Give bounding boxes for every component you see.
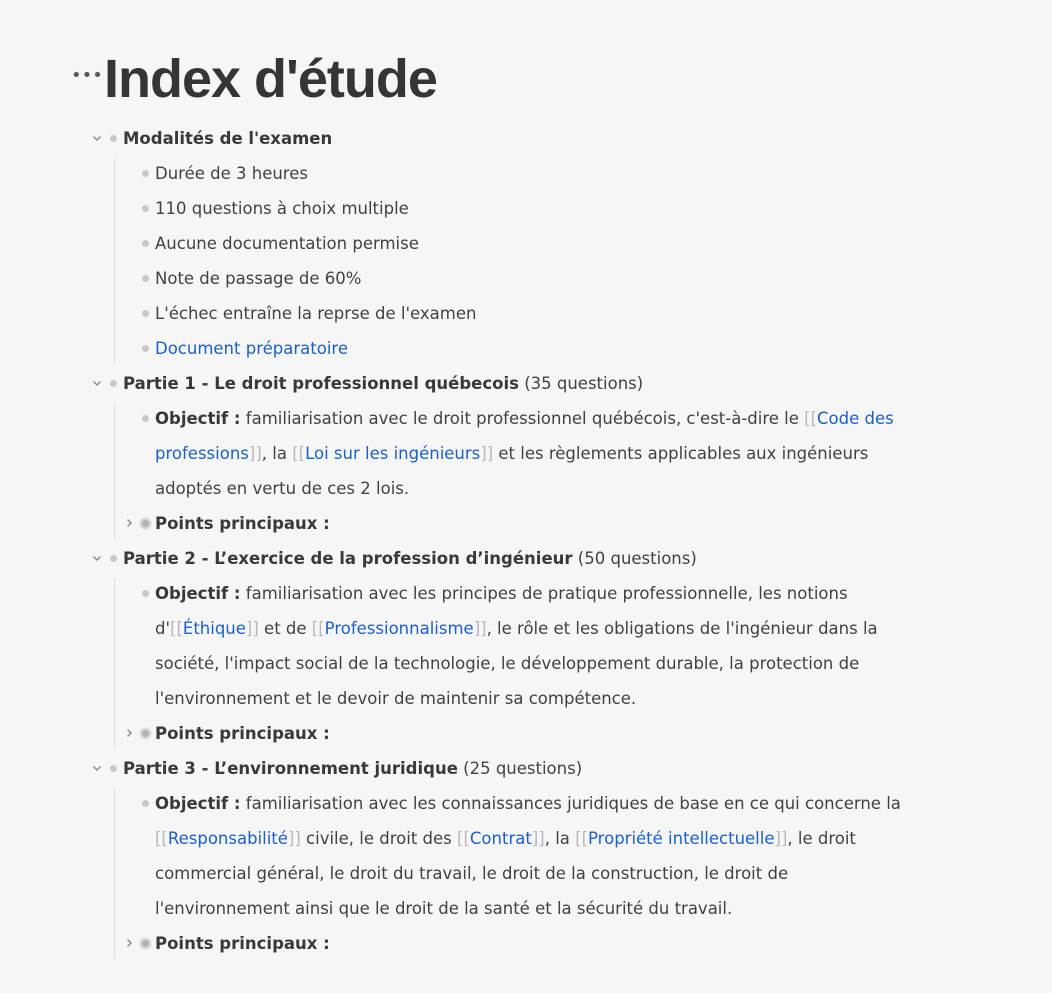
bullet-icon[interactable] [142, 345, 149, 352]
part3-points [0, 926, 1052, 961]
close-brackets: ]] [245, 619, 259, 638]
list-item-text: L'échec entraîne la reprse de l'examen [155, 304, 477, 323]
points-label: Points principaux : [155, 514, 330, 533]
objective-label: Objectif : [155, 794, 241, 813]
list-item [0, 156, 1052, 191]
objective-text: , le droit commercial général, le droit du travail, le droit de la construction, le droit de l'environnement ainsi que le droit de la santé et la sécurité du travail. [155, 829, 856, 918]
link-professionnalisme[interactable]: Professionnalisme [324, 619, 474, 638]
link-contrat[interactable]: Contrat [469, 829, 532, 848]
list-item-text: Note de passage de 60% [155, 269, 362, 288]
chevron-down-icon[interactable] [90, 551, 104, 565]
part3-objective [0, 786, 1052, 926]
objective-label: Objectif : [155, 409, 241, 428]
close-brackets: ]] [531, 829, 545, 848]
objective-text: et de [258, 619, 312, 638]
bullet-icon[interactable] [142, 590, 149, 597]
part1-count: (35 questions) [524, 374, 644, 393]
objective-text: , le rôle et les obligations de l'ingénieur dans la société, l'impact social de la technologie, le développement durable, la protection de l'environnement et le devoir de maintenir sa compétence. [155, 619, 878, 708]
chevron-down-icon[interactable] [90, 376, 104, 390]
list-item [0, 226, 1052, 261]
link-responsabilite[interactable]: Responsabilité [167, 829, 288, 848]
outline [0, 121, 1052, 961]
open-brackets: [[ [575, 829, 589, 848]
bullet-icon[interactable] [142, 240, 149, 247]
part1-objective [0, 401, 1052, 506]
block-part2-heading [0, 541, 1052, 576]
close-brackets: ]] [480, 444, 494, 463]
open-brackets: [[ [457, 829, 470, 848]
part3-heading: Partie 3 - L’environnement juridique [123, 759, 458, 778]
open-brackets: [[ [292, 444, 306, 463]
part2-objective [0, 576, 1052, 716]
close-brackets: ]] [473, 619, 487, 638]
bullet-icon[interactable] [142, 800, 149, 807]
block-part1-heading [0, 366, 1052, 401]
part1-points [0, 506, 1052, 541]
bullet-icon[interactable] [110, 765, 117, 772]
chevron-right-icon[interactable] [122, 936, 136, 950]
exam-children [0, 156, 1052, 366]
page-more-icon[interactable]: ••• [71, 65, 103, 86]
list-item [0, 296, 1052, 331]
part3-count: (25 questions) [463, 759, 583, 778]
part2-heading: Partie 2 - L’exercice de la profession d’ingénieur [123, 549, 573, 568]
points-label: Points principaux : [155, 724, 330, 743]
part2-count: (50 questions) [577, 549, 697, 568]
bullet-icon[interactable] [142, 275, 149, 282]
list-item-text: Durée de 3 heures [155, 164, 308, 183]
part3-children [0, 786, 1052, 961]
open-brackets: [[ [155, 829, 168, 848]
bullet-icon[interactable] [142, 205, 149, 212]
objective-text: , la [261, 444, 293, 463]
bullet-icon[interactable] [142, 415, 149, 422]
bullet-icon[interactable] [142, 170, 149, 177]
bullet-icon[interactable] [110, 380, 117, 387]
list-item [0, 331, 1052, 366]
block-part3-heading [0, 751, 1052, 786]
objective-text: , la [544, 829, 576, 848]
open-brackets: [[ [804, 409, 818, 428]
objective-text: civile, le droit des [300, 829, 458, 848]
objective-text: et les règlements applicables aux ingénieurs adoptés en vertu de ces 2 lois. [155, 444, 869, 498]
link-ethique[interactable]: Éthique [182, 619, 246, 638]
link-code-des-professions[interactable]: Code des professions [155, 409, 894, 463]
close-brackets: ]] [774, 829, 788, 848]
exam-heading: Modalités de l'examen [123, 129, 333, 148]
part1-children [0, 401, 1052, 541]
chevron-right-icon[interactable] [122, 516, 136, 530]
bullet-icon[interactable] [142, 310, 149, 317]
part1-heading: Partie 1 - Le droit professionnel québecois [123, 374, 519, 393]
chevron-down-icon[interactable] [90, 761, 104, 775]
close-brackets: ]] [248, 444, 262, 463]
list-item-text: 110 questions à choix multiple [155, 199, 409, 218]
part2-children [0, 576, 1052, 751]
points-label: Points principaux : [155, 934, 330, 953]
link-loi-sur-les-ingenieurs[interactable]: Loi sur les ingénieurs [305, 444, 481, 463]
chevron-down-icon[interactable] [90, 131, 104, 145]
chevron-right-icon[interactable] [122, 726, 136, 740]
open-brackets: [[ [170, 619, 183, 638]
collapsed-bullet-icon[interactable] [142, 940, 149, 947]
block-exam-heading [0, 121, 1052, 156]
list-item [0, 261, 1052, 296]
collapsed-bullet-icon[interactable] [142, 730, 149, 737]
bullet-icon[interactable] [110, 555, 117, 562]
open-brackets: [[ [311, 619, 325, 638]
objective-text: familiarisation avec les principes de pratique professionnelle, les notions d' [155, 584, 848, 638]
list-item-text: Aucune documentation permise [155, 234, 419, 253]
objective-text: familiarisation avec le droit professionnel québécois, c'est-à-dire le [240, 409, 805, 428]
bullet-icon[interactable] [110, 135, 117, 142]
objective-text: familiarisation avec les connaissances juridiques de base en ce qui concerne la [240, 794, 901, 813]
objective-label: Objectif : [155, 584, 241, 603]
list-item [0, 191, 1052, 226]
doc-prep-link[interactable]: Document préparatoire [155, 339, 348, 358]
link-propriete-intellectuelle[interactable]: Propriété intellectuelle [588, 829, 775, 848]
collapsed-bullet-icon[interactable] [142, 520, 149, 527]
page-title: Index d'étude [104, 49, 437, 109]
part2-points [0, 716, 1052, 751]
close-brackets: ]] [287, 829, 301, 848]
